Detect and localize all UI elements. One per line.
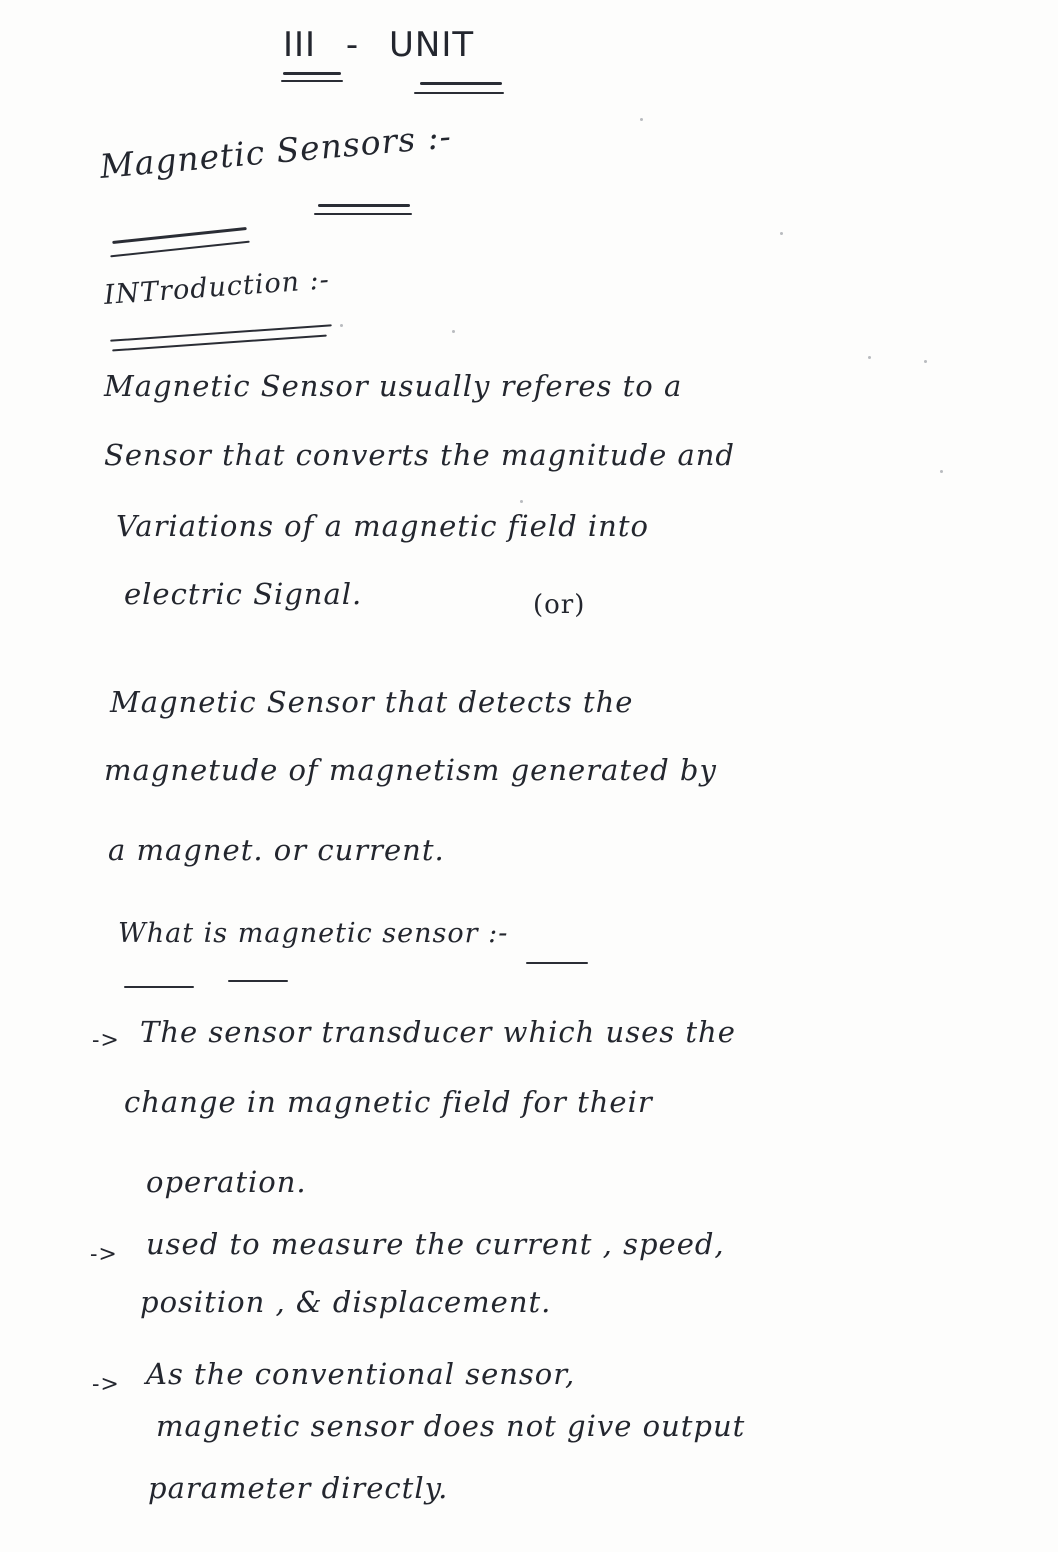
unit-number-underline-2 <box>281 80 343 82</box>
point-1-bullet: -> <box>92 1028 120 1053</box>
paper-speck <box>520 500 523 503</box>
point-1-line-2: change in magnetic field for their <box>124 1085 653 1119</box>
point-3-line-1: As the conventional sensor, <box>146 1357 576 1391</box>
point-2-line-2: position , & displacement. <box>140 1285 552 1319</box>
paper-speck <box>340 324 343 327</box>
sensor-underline <box>526 962 588 964</box>
point-3-bullet: -> <box>92 1372 120 1397</box>
paper-speck <box>780 232 783 235</box>
point-1-line-3: operation. <box>146 1165 307 1199</box>
title-underline-1 <box>112 227 247 244</box>
point-3-line-3: parameter directly. <box>148 1471 449 1505</box>
unit-separator: - <box>345 25 360 65</box>
paper-speck <box>452 330 455 333</box>
point-2-line-1: used to measure the current , speed, <box>146 1227 725 1261</box>
point-2-bullet: -> <box>90 1242 118 1267</box>
intro2-line-2: magnetude of magnetism generated by <box>104 753 717 787</box>
point-1-line-1: The sensor transducer which uses the <box>140 1015 736 1049</box>
title-underline-4 <box>314 213 412 215</box>
intro2-line-3: a magnet. or current. <box>108 833 445 867</box>
paper-speck <box>640 118 643 121</box>
title-underline-3 <box>318 204 410 207</box>
intro-line-3: Variations of a magnetic field into <box>116 509 649 543</box>
intro-line-1: Magnetic Sensor usually referes to a <box>104 369 683 403</box>
paper-speck <box>924 360 927 363</box>
intro2-line-1: Magnetic Sensor that detects the <box>110 685 634 719</box>
point-3-line-2: magnetic sensor does not give output <box>156 1409 746 1443</box>
introduction-heading: INTroduction :- <box>102 264 331 311</box>
paper-speck <box>940 470 943 473</box>
paper-speck <box>868 356 871 359</box>
what-underline <box>124 986 194 988</box>
or-label: (or) <box>533 590 586 620</box>
intro-line-2: Sensor that converts the magnitude and <box>104 438 735 472</box>
unit-word: UNIT <box>389 25 475 65</box>
unit-word-underline <box>420 82 502 85</box>
unit-heading <box>283 25 475 65</box>
introduction-underline-1 <box>110 324 332 341</box>
what-is-heading: What is magnetic sensor :- <box>118 918 509 949</box>
unit-number-underline <box>283 72 341 75</box>
is-underline <box>228 980 288 982</box>
unit-number: III <box>283 25 317 65</box>
title-underline-2 <box>110 241 249 258</box>
intro-line-4: electric Signal. <box>124 577 363 611</box>
unit-word-underline-2 <box>414 92 504 94</box>
page-title: Magnetic Sensors :- <box>98 116 454 186</box>
